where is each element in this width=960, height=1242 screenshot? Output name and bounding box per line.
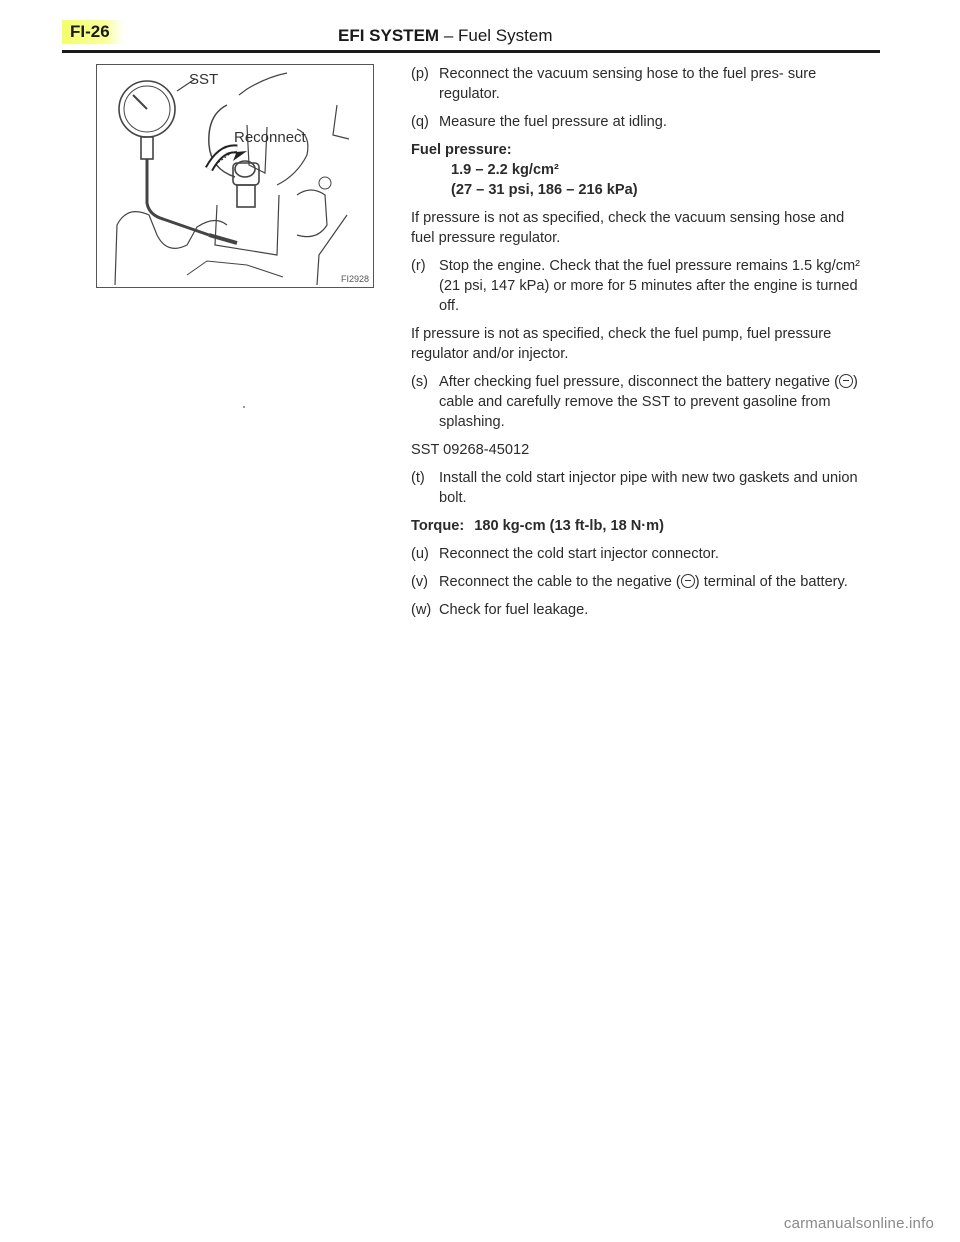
gauge-drawing	[97, 65, 373, 287]
step-text-before: Reconnect the cable to the negative (	[439, 574, 681, 590]
step-letter: (t)	[411, 470, 425, 486]
step-letter: (r)	[411, 258, 426, 274]
step-text: Measure the fuel pressure at idling.	[439, 114, 667, 130]
step-t	[411, 468, 871, 508]
gauge-hose	[147, 159, 209, 235]
header-title	[338, 26, 553, 46]
fuel-pressure-label: Fuel pressure:	[411, 142, 512, 158]
fuel-pressure-spec	[411, 140, 871, 200]
procedure-text	[411, 64, 871, 628]
step-letter: (s)	[411, 374, 429, 390]
gauge-stem	[141, 137, 153, 159]
step-s	[411, 372, 871, 432]
hose-fitting	[209, 235, 237, 243]
torque-value: 180 kg-cm (13 ft-lb, 18 N·m)	[474, 518, 665, 534]
step-q	[411, 112, 871, 132]
step-v	[411, 572, 871, 592]
gauge-needle	[133, 95, 147, 109]
step-letter: (u)	[411, 546, 429, 562]
step-text-after: ) cable and carefully remove the SST to prevent gasoline from splashing.	[439, 374, 858, 430]
step-p	[411, 64, 871, 104]
step-text: Reconnect the cold start injector connector.	[439, 546, 719, 562]
step-letter: (q)	[411, 114, 429, 130]
step-u	[411, 544, 871, 564]
watermark: carmanualsonline.info	[783, 1215, 934, 1232]
note-pressure-vacuum: If pressure is not as specified, check the vacuum sensing hose and fuel pressure regulator.	[411, 210, 845, 246]
step-text: Check for fuel leakage.	[439, 602, 589, 618]
title-dash: –	[443, 26, 454, 45]
step-text: Reconnect the vacuum sensing hose to the fuel pres- sure regulator.	[439, 66, 817, 102]
reconnect-label: Reconnect	[234, 129, 306, 146]
note-pressure-pump: If pressure is not as specified, check the fuel pump, fuel pressure regulator and/or injector.	[411, 326, 832, 362]
step-letter: (p)	[411, 66, 429, 82]
step-w	[411, 600, 871, 620]
step-r	[411, 256, 871, 316]
torque-spec	[411, 516, 871, 536]
torque-label: Torque:	[411, 518, 465, 534]
subsection-title: Fuel System	[458, 26, 553, 45]
step-text: Stop the engine. Check that the fuel pressure remains 1.5 kg/cm² (21 psi, 147 kPa) or more for 5 minutes after the engine is turned off.	[439, 258, 861, 314]
step-letter: (w)	[411, 602, 432, 618]
step-letter: (v)	[411, 574, 429, 590]
header-rule	[62, 50, 880, 53]
negative-terminal-icon	[839, 374, 853, 388]
sst-number: SST 09268-45012	[411, 442, 530, 458]
fuel-pressure-metric: 1.9 – 2.2 kg/cm²	[451, 162, 559, 178]
page-header	[62, 20, 880, 54]
step-text: Install the cold start injector pipe with new two gaskets and union bolt.	[439, 470, 858, 506]
page-code: FI-26	[62, 20, 124, 44]
sst-label: SST	[189, 71, 219, 88]
fuel-gauge-illustration	[96, 64, 374, 288]
figure-id: FI2928	[340, 274, 369, 284]
step-text-before: After checking fuel pressure, disconnect the battery negative (	[439, 374, 839, 390]
negative-terminal-icon	[681, 574, 695, 588]
fuel-pressure-imperial: (27 – 31 psi, 186 – 216 kPa)	[451, 182, 638, 198]
stray-dot	[243, 406, 245, 408]
section-title: EFI SYSTEM	[338, 26, 440, 45]
step-text-after: ) terminal of the battery.	[694, 574, 848, 590]
